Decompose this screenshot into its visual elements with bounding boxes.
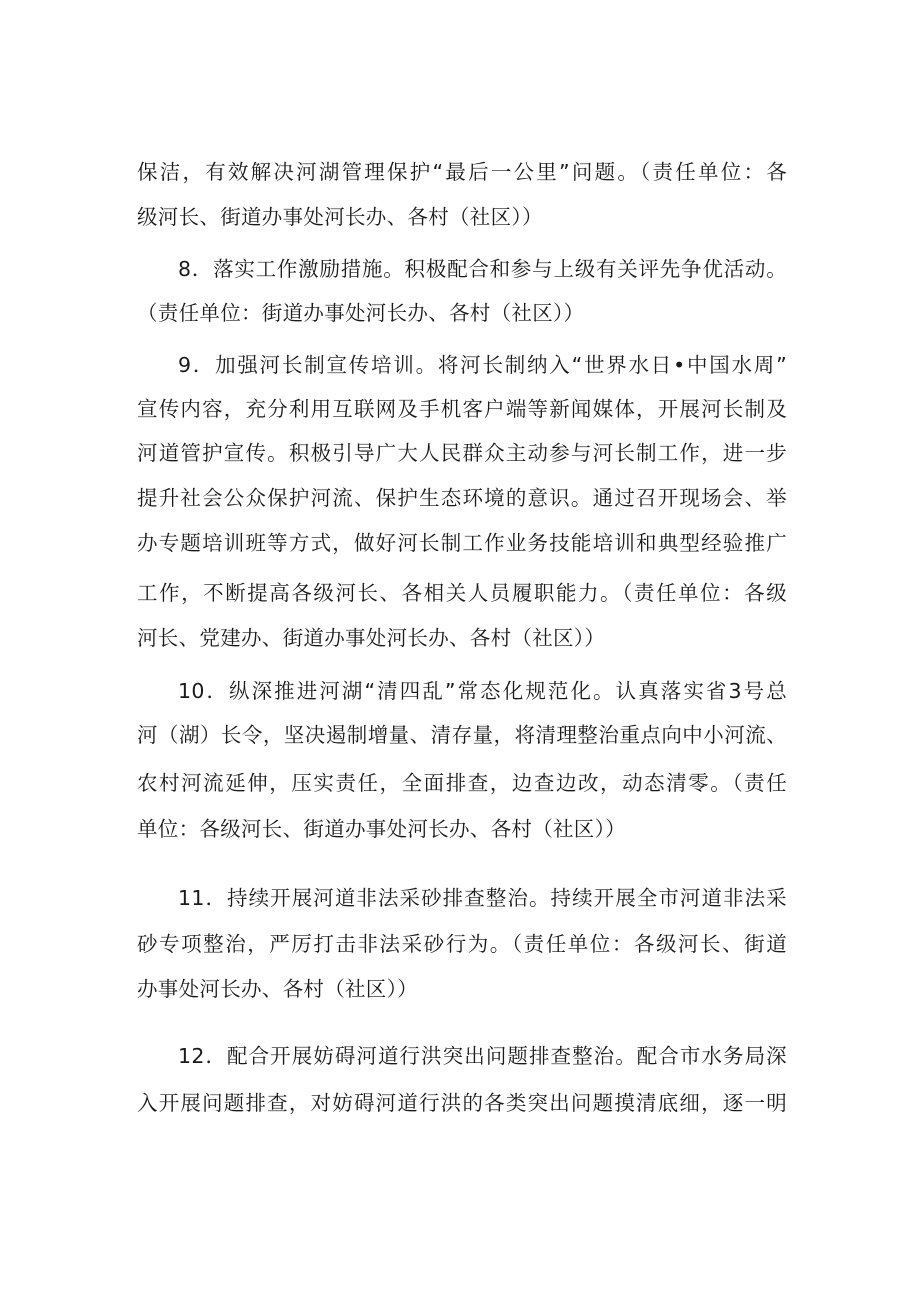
text-line: 单位：各级河长、街道办事处河长办、各村（社区）） [137, 817, 626, 841]
text-line: 提升社会公众保护河流、保护生态环境的意识。通过召开现场会、举 [137, 486, 787, 510]
text-line: 级河长、街道办事处河长办、各村（社区）） [137, 205, 543, 229]
text-line: 河道管护宣传。积极引导广大人民群众主动参与河长制工作，进一步 [137, 441, 787, 465]
text-line: 农村河流延伸，压实责任，全面排查，边查边改，动态清零。（责任 [137, 771, 787, 795]
text-line: 9．加强河长制宣传培训。将河长制纳入“世界水日•中国水周” [178, 353, 787, 377]
text-line: 砂专项整治，严厉打击非法采砂行为。（责任单位：各级河长、街道 [137, 932, 787, 956]
text-line: 河长、党建办、街道办事处河长办、各村（社区）） [137, 626, 606, 650]
text-line: 河（湖）长令，坚决遏制增量、清存量，将清理整治重点向中小河流、 [137, 723, 787, 747]
text-line: 宣传内容，充分利用互联网及手机客户端等新闻媒体，开展河长制及 [137, 397, 787, 421]
text-line: 10．纵深推进河湖“清四乱”常态化规范化。认真落实省3号总 [178, 679, 787, 703]
text-line: 办专题培训班等方式，做好河长制工作业务技能培训和典型经验推广 [137, 531, 787, 555]
text-line: 入开展问题排查，对妨碍河道行洪的各类突出问题摸清底细，逐一明 [137, 1091, 787, 1115]
text-line: 11．持续开展河道非法采砂排查整治。持续开展全市河道非法采 [178, 886, 787, 910]
text-line: 12．配合开展妨碍河道行洪突出问题排查整治。配合市水务局深 [178, 1044, 787, 1068]
text-line: 办事处河长办、各村（社区）） [137, 977, 418, 1001]
text-line: 工作，不断提高各级河长、各相关人员履职能力。（责任单位：各级 [137, 581, 787, 605]
text-line: 8．落实工作激励措施。积极配合和参与上级有关评先争优活动。 [178, 257, 787, 281]
text-line: 保洁，有效解决河湖管理保护“最后一公里”问题。（责任单位：各 [137, 160, 787, 184]
text-line: （责任单位：街道办事处河长办、各村（社区）） [137, 301, 585, 325]
